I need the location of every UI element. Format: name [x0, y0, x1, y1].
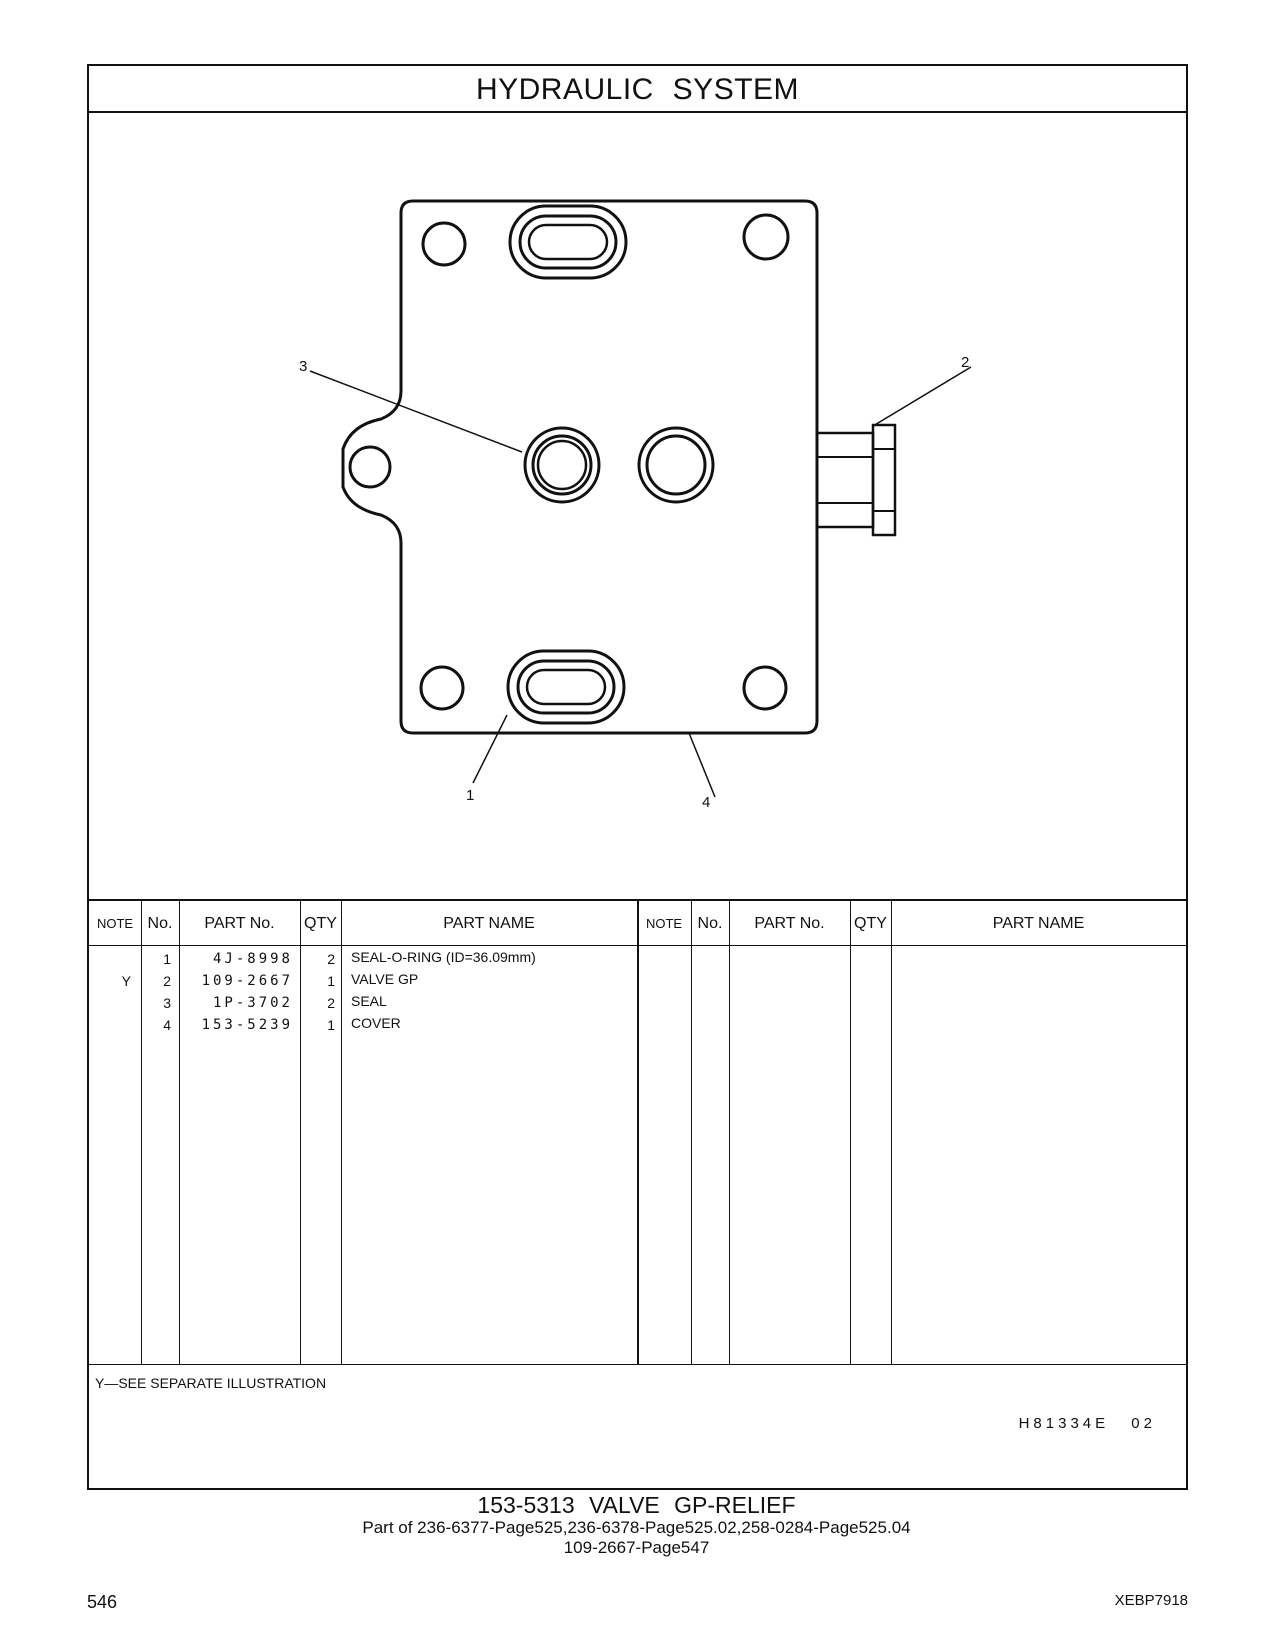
- header-no-2: No.: [697, 915, 723, 932]
- row-part-name: SEAL-O-RING (ID=36.09mm): [351, 949, 536, 965]
- header-no: No.: [147, 915, 173, 932]
- catalog-page-frame: [87, 64, 1188, 1490]
- row-part-no: 1P-3702: [212, 995, 293, 1011]
- document-id: XEBP7918: [1114, 1592, 1188, 1609]
- header-part-name: PART NAME: [443, 915, 535, 932]
- row-no: 3: [163, 995, 171, 1011]
- callout-label: 3: [299, 358, 308, 375]
- column-divider: [691, 901, 692, 1364]
- row-qty: 1: [327, 973, 335, 989]
- valve-cover-drawing: [89, 113, 1186, 899]
- row-part-no: 109-2667: [201, 973, 293, 989]
- header-part-name-2: PART NAME: [992, 915, 1085, 932]
- row-note: Y: [121, 973, 131, 989]
- header-note: NOTE: [96, 916, 134, 931]
- row-part-name: SEAL: [351, 993, 387, 1009]
- row-part-name: VALVE GP: [351, 971, 419, 987]
- header-qty: QTY: [304, 915, 337, 932]
- column-divider: [850, 901, 851, 1364]
- row-part-name: COVER: [351, 1015, 401, 1031]
- footnote-legend: Y—SEE SEPARATE ILLUSTRATION: [95, 1375, 327, 1391]
- header-note-2: NOTE: [645, 916, 683, 931]
- row-no: 4: [163, 1017, 171, 1033]
- parts-illustration: [89, 113, 1186, 899]
- row-qty: 1: [327, 1017, 335, 1033]
- column-divider: [729, 901, 730, 1364]
- callout-label: 1: [466, 787, 475, 804]
- illustration-reference: H81334E 02: [1018, 1415, 1156, 1432]
- row-qty: 2: [327, 995, 335, 1011]
- header-part-no: PART No.: [204, 915, 275, 932]
- page-number: 546: [87, 1592, 118, 1612]
- column-divider: [891, 901, 892, 1364]
- row-part-no: 153-5239: [201, 1017, 293, 1033]
- callout-label: 4: [702, 794, 711, 811]
- part-of-reference: Part of 236-6377-Page525,236-6378-Page525.02,258-0284-Page525.04: [362, 1518, 911, 1537]
- column-divider: [637, 901, 639, 1364]
- row-part-no: 4J-8998: [212, 951, 293, 967]
- parts-table: [89, 899, 1186, 1364]
- row-no: 1: [163, 951, 171, 967]
- row-qty: 2: [327, 951, 335, 967]
- part-of-reference-2: 109-2667-Page547: [563, 1538, 710, 1557]
- row-no: 2: [163, 973, 171, 989]
- page-title: HYDRAULIC SYSTEM: [89, 66, 1186, 113]
- footnote-area: [89, 1364, 1186, 1490]
- callout-label: 2: [961, 354, 970, 371]
- header-qty-2: QTY: [854, 915, 887, 932]
- header-part-no-2: PART No.: [754, 915, 825, 932]
- assembly-caption: 153-5313 VALVE GP-RELIEF: [477, 1492, 796, 1518]
- column-divider: [341, 901, 342, 1364]
